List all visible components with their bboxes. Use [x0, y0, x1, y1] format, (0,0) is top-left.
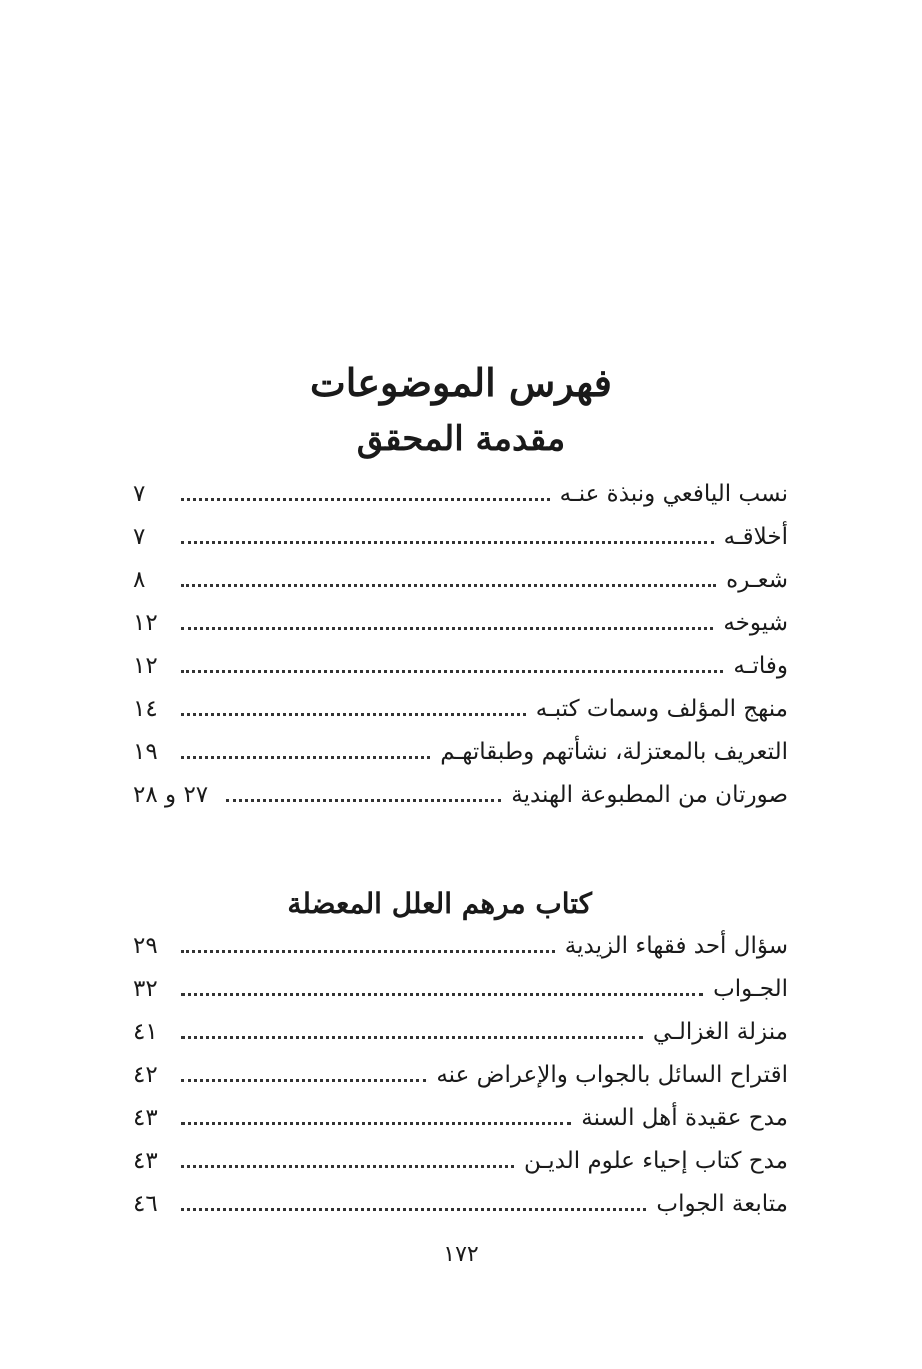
toc-entry-label: اقتراح السائل بالجواب والإعراض عنه: [436, 1062, 788, 1088]
toc-entry-page: ١٢: [133, 610, 158, 636]
toc-entry: [133, 731, 788, 774]
section-heading-intro: مقدمة المحقق: [356, 419, 566, 459]
toc-entry-label: مدح عقيدة أهل السنة: [581, 1105, 788, 1131]
toc-entry-label: منزلة الغزالـي: [652, 1019, 788, 1045]
dot-leader: [181, 1208, 646, 1211]
toc-entry-page: ٤١: [133, 1019, 158, 1045]
toc-entry-page: ٤٣: [133, 1148, 158, 1174]
toc-entry-label: شعـره: [726, 567, 788, 593]
dot-leader: [181, 670, 723, 673]
dot-leader: [181, 1122, 571, 1125]
page-number: ١٧٢: [443, 1242, 479, 1267]
toc-entry-label: التعريف بالمعتزلة، نشأتهم وطبقاتهـم: [440, 739, 788, 765]
section-heading-book: كتاب مرهم العلل المعضلة: [287, 887, 592, 920]
toc-list-book: [133, 925, 788, 1226]
toc-entry: [133, 1183, 788, 1226]
toc-entry-label: منهج المؤلف وسمات كتبـه: [535, 696, 788, 722]
toc-list-intro: [133, 473, 788, 817]
toc-entry-page: ١٤: [133, 696, 158, 722]
toc-entry-page: ٤٦: [133, 1191, 158, 1217]
toc-entry: [133, 473, 788, 516]
toc-entry-page: ٤٢: [133, 1062, 158, 1088]
toc-entry-page: ١٩: [133, 739, 158, 765]
dot-leader: [181, 950, 555, 953]
toc-entry-page: ٣٢: [133, 976, 158, 1002]
toc-entry-page: ٤٣: [133, 1105, 158, 1131]
toc-entry-page: ٧: [133, 524, 146, 550]
dot-leader: [181, 541, 714, 544]
toc-entry-page: ٢٩: [133, 933, 158, 959]
toc-entry-page: ٢٧ و ٢٨: [133, 782, 209, 808]
dot-leader: [181, 584, 716, 587]
toc-entry-page: ١٢: [133, 653, 158, 679]
dot-leader: [181, 713, 526, 716]
dot-leader: [226, 799, 501, 802]
toc-entry: [133, 645, 788, 688]
toc-entry-page: ٧: [133, 481, 146, 507]
toc-entry-label: الجـواب: [713, 976, 788, 1002]
dot-leader: [181, 1079, 426, 1082]
toc-entry: [133, 516, 788, 559]
dot-leader: [181, 498, 550, 501]
dot-leader: [181, 756, 430, 759]
toc-entry: [133, 1097, 788, 1140]
toc-entry: [133, 602, 788, 645]
toc-entry: [133, 688, 788, 731]
dot-leader: [181, 993, 703, 996]
dot-leader: [181, 627, 713, 630]
toc-entry: [133, 1011, 788, 1054]
toc-entry: [133, 559, 788, 602]
toc-entry-label: سؤال أحد فقهاء الزيدية: [564, 933, 788, 959]
dot-leader: [181, 1036, 643, 1039]
dot-leader: [181, 1165, 514, 1168]
toc-entry: [133, 925, 788, 968]
toc-entry: [133, 1054, 788, 1097]
toc-entry-label: نسب اليافعي ونبذة عنـه: [559, 481, 788, 507]
toc-entry-label: شيوخه: [723, 610, 788, 636]
toc-entry-page: ٨: [133, 567, 146, 593]
toc-entry: [133, 774, 788, 817]
toc-entry: [133, 1140, 788, 1183]
toc-entry-label: وفاتـه: [733, 653, 788, 679]
toc-entry: [133, 968, 788, 1011]
toc-entry-label: صورتان من المطبوعة الهندية: [511, 782, 788, 808]
toc-entry-label: مدح كتاب إحياء علوم الديـن: [524, 1148, 788, 1174]
toc-entry-label: متابعة الجواب: [656, 1191, 788, 1217]
page-title: فهرس الموضوعات: [310, 360, 612, 405]
toc-entry-label: أخلاقـه: [723, 524, 788, 550]
